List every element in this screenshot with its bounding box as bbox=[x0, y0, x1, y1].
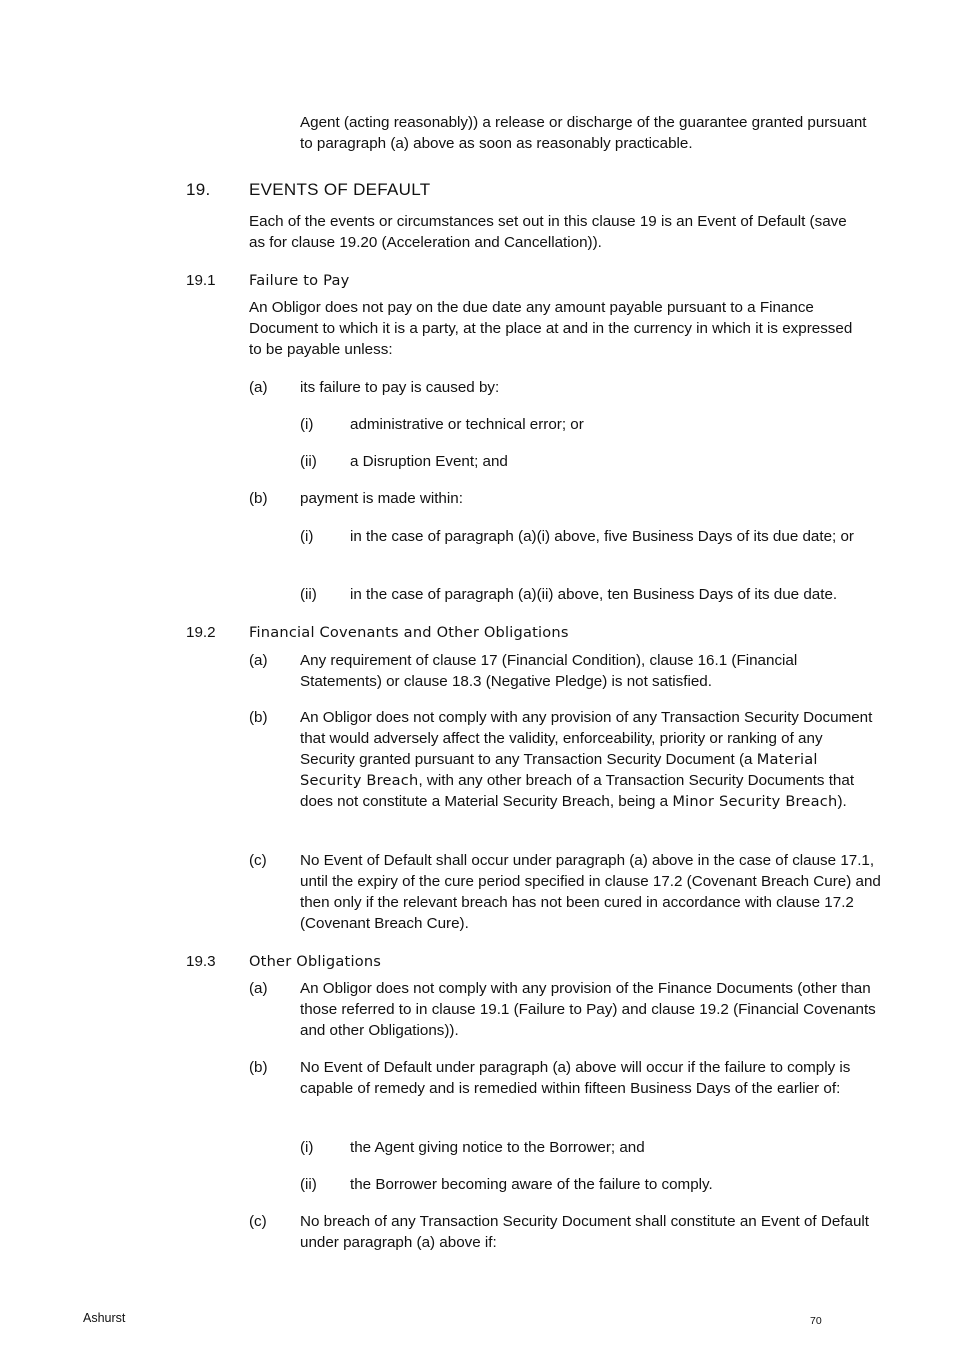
clause-19-3-c-label: (c) bbox=[249, 1213, 267, 1230]
clause-19-1-a-ii-label: (ii) bbox=[300, 453, 317, 470]
clause-19-intro: Each of the events or circumstances set out in this clause 19 is an Event of Default (save as for clause 19.20 (Acceleration and Cancellation)). bbox=[249, 213, 847, 251]
clause-19-2-c-label: (c) bbox=[249, 852, 267, 869]
clause-19-2-a-label: (a) bbox=[249, 652, 268, 669]
clause-19-1-intro: An Obligor does not pay on the due date any amount payable pursuant to a Finance Document to which it is a party, at the place at and in the currency in which it is expressed to be payable unless: bbox=[249, 299, 853, 358]
clause-19-2-a-text: Any requirement of clause 17 (Financial Condition), clause 16.1 (Financial Statements) or clause 18.3 (Negative Pledge) is not satisfied. bbox=[300, 652, 798, 690]
clause-19-1-b-ii-label: (ii) bbox=[300, 586, 317, 603]
clause-19-1-b-text: payment is made within: bbox=[300, 490, 463, 507]
clause-19-3-number: 19.3 bbox=[186, 953, 216, 970]
clause-19-2-b-text-part1: An Obligor does not comply with any provision of any Transaction Security Document that would adversely affect the validity, enforceability, priority or ranking of any Security granted pursuant to any Transaction Security Document (a bbox=[300, 709, 873, 768]
clause-19-number: 19. bbox=[186, 180, 211, 199]
clause-19-3-b-ii-label: (ii) bbox=[300, 1176, 317, 1193]
clause-19-1-b-i-label: (i) bbox=[300, 528, 314, 545]
clause-19-1-number: 19.1 bbox=[186, 272, 216, 289]
clause-19-3-title: Other Obligations bbox=[249, 953, 382, 970]
clause-19-3-b-ii-text: the Borrower becoming aware of the failure to comply. bbox=[350, 1176, 713, 1193]
clause-19-2-c-text: No Event of Default shall occur under paragraph (a) above in the case of clause 17.1, until the expiry of the cure period specified in clause 17.2 (Covenant Breach Cure) and then only if the relevant breach has not been cured in accordance with clause 17.2 (Covenant Breach Cure). bbox=[300, 852, 881, 932]
clause-19-3-b-label: (b) bbox=[249, 1059, 268, 1076]
clause-19-1-a-ii-text: a Disruption Event; and bbox=[350, 453, 508, 470]
clause-19-1-title: Failure to Pay bbox=[249, 272, 350, 289]
clause-19-1-a-label: (a) bbox=[249, 379, 268, 396]
clause-19-2-b-text-part3: ). bbox=[837, 793, 847, 810]
clause-19-3-a-text: An Obligor does not comply with any provision of the Finance Documents (other than those referred to in clause 19.1 (Failure to Pay) and clause 19.2 (Financial Covenants and other Obligations)). bbox=[300, 980, 876, 1039]
clause-19-3-a-label: (a) bbox=[249, 980, 268, 997]
clause-19-1-a-i-text: administrative or technical error; or bbox=[350, 416, 584, 433]
clause-19-1-b-label: (b) bbox=[249, 490, 268, 507]
page-number: 70 bbox=[810, 1315, 822, 1327]
clause-19-2-b-text-part2: , with any other breach of a Transaction Security Documents that does not constitute a Material Security Breach, being a bbox=[300, 772, 855, 810]
clause-19-2-b-text bbox=[300, 707, 880, 812]
footer-firm-name: Ashurst bbox=[83, 1311, 126, 1325]
clause-19-2-b-label: (b) bbox=[249, 709, 268, 726]
clause-19-2-title: Financial Covenants and Other Obligations bbox=[249, 624, 569, 641]
clause-19-title: EVENTS OF DEFAULT bbox=[249, 180, 431, 199]
clause-19-1-b-ii-text: in the case of paragraph (a)(ii) above, ten Business Days of its due date. bbox=[350, 586, 838, 603]
clause-19-3-b-i-text: the Agent giving notice to the Borrower; and bbox=[350, 1139, 645, 1156]
clause-19-2-number: 19.2 bbox=[186, 624, 216, 641]
clause-19-1-a-text: its failure to pay is caused by: bbox=[300, 379, 500, 396]
continuation-paragraph: Agent (acting reasonably)) a release or discharge of the guarantee granted pursuant to paragraph (a) above as soon as reasonably practicable. bbox=[300, 114, 867, 152]
clause-19-3-b-i-label: (i) bbox=[300, 1139, 314, 1156]
defined-term-material-security-breach: Material Security Breach bbox=[300, 751, 818, 789]
clause-19-3-b-text: No Event of Default under paragraph (a) above will occur if the failure to comply is capable of remedy and is remedied within fifteen Business Days of the earlier of: bbox=[300, 1059, 851, 1097]
clause-19-3-c-text: No breach of any Transaction Security Document shall constitute an Event of Default under paragraph (a) above if: bbox=[300, 1213, 869, 1251]
defined-term-minor-security-breach: Minor Security Breach bbox=[672, 793, 838, 810]
clause-19-1-b-i-text: in the case of paragraph (a)(i) above, five Business Days of its due date; or bbox=[350, 528, 854, 545]
clause-19-1-a-i-label: (i) bbox=[300, 416, 314, 433]
